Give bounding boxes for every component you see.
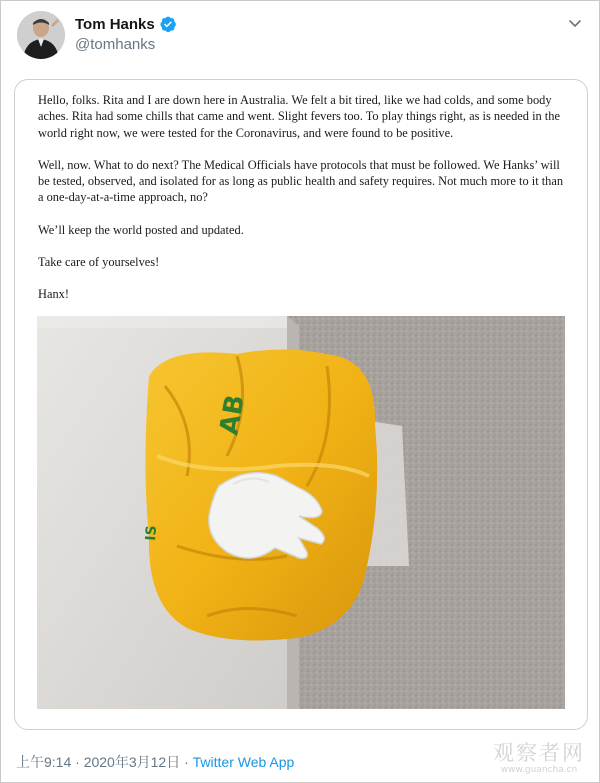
note-paragraph: Take care of yourselves!: [38, 255, 160, 270]
source-app-link[interactable]: Twitter Web App: [192, 754, 295, 770]
display-name[interactable]: Tom Hanks: [75, 15, 155, 33]
watermark-url: www.guancha.cn: [500, 765, 578, 775]
note-paragraph: We’ll keep the world posted and updated.: [38, 222, 244, 237]
avatar[interactable]: [17, 11, 65, 59]
svg-text:AB: AB: [214, 392, 251, 438]
note-paragraph: Hello, folks. Rita and I are down here in Australia. We felt a bit tired, like we had colds, and some body aches. Rita had some chills that came and went. Slight fevers too. To play things right, as is needed in the world right now, we were tested for the Coronavirus, and were found to be positive.: [38, 93, 560, 140]
chevron-down-icon[interactable]: [567, 15, 583, 31]
svg-text:IS: IS: [143, 524, 161, 542]
note-paragraph: Well, now. What to do next? The Medical Officials have protocols that must be followed. We Hanks’ will be tested, observed, and isolated for as long as public health and safety requires. Not much more to it than a one-day-at-a-time approach, no?: [38, 157, 564, 205]
name-row: [75, 15, 177, 33]
note-image[interactable]: [14, 79, 588, 730]
tweet-footer: [16, 752, 294, 772]
tweet-header: [17, 11, 587, 61]
watermark-title: 观察者网: [493, 741, 585, 765]
note-text: [38, 92, 568, 319]
yellow-biohazard-bag-with-glove-image: [37, 316, 565, 709]
watermark: [493, 737, 585, 775]
timestamp[interactable]: 上午9:14 · 2020年3月12日 ·: [16, 754, 193, 770]
user-handle[interactable]: @tomhanks: [75, 36, 156, 53]
note-paragraph: Hanx!: [38, 287, 69, 302]
verified-badge-icon: [159, 15, 177, 33]
